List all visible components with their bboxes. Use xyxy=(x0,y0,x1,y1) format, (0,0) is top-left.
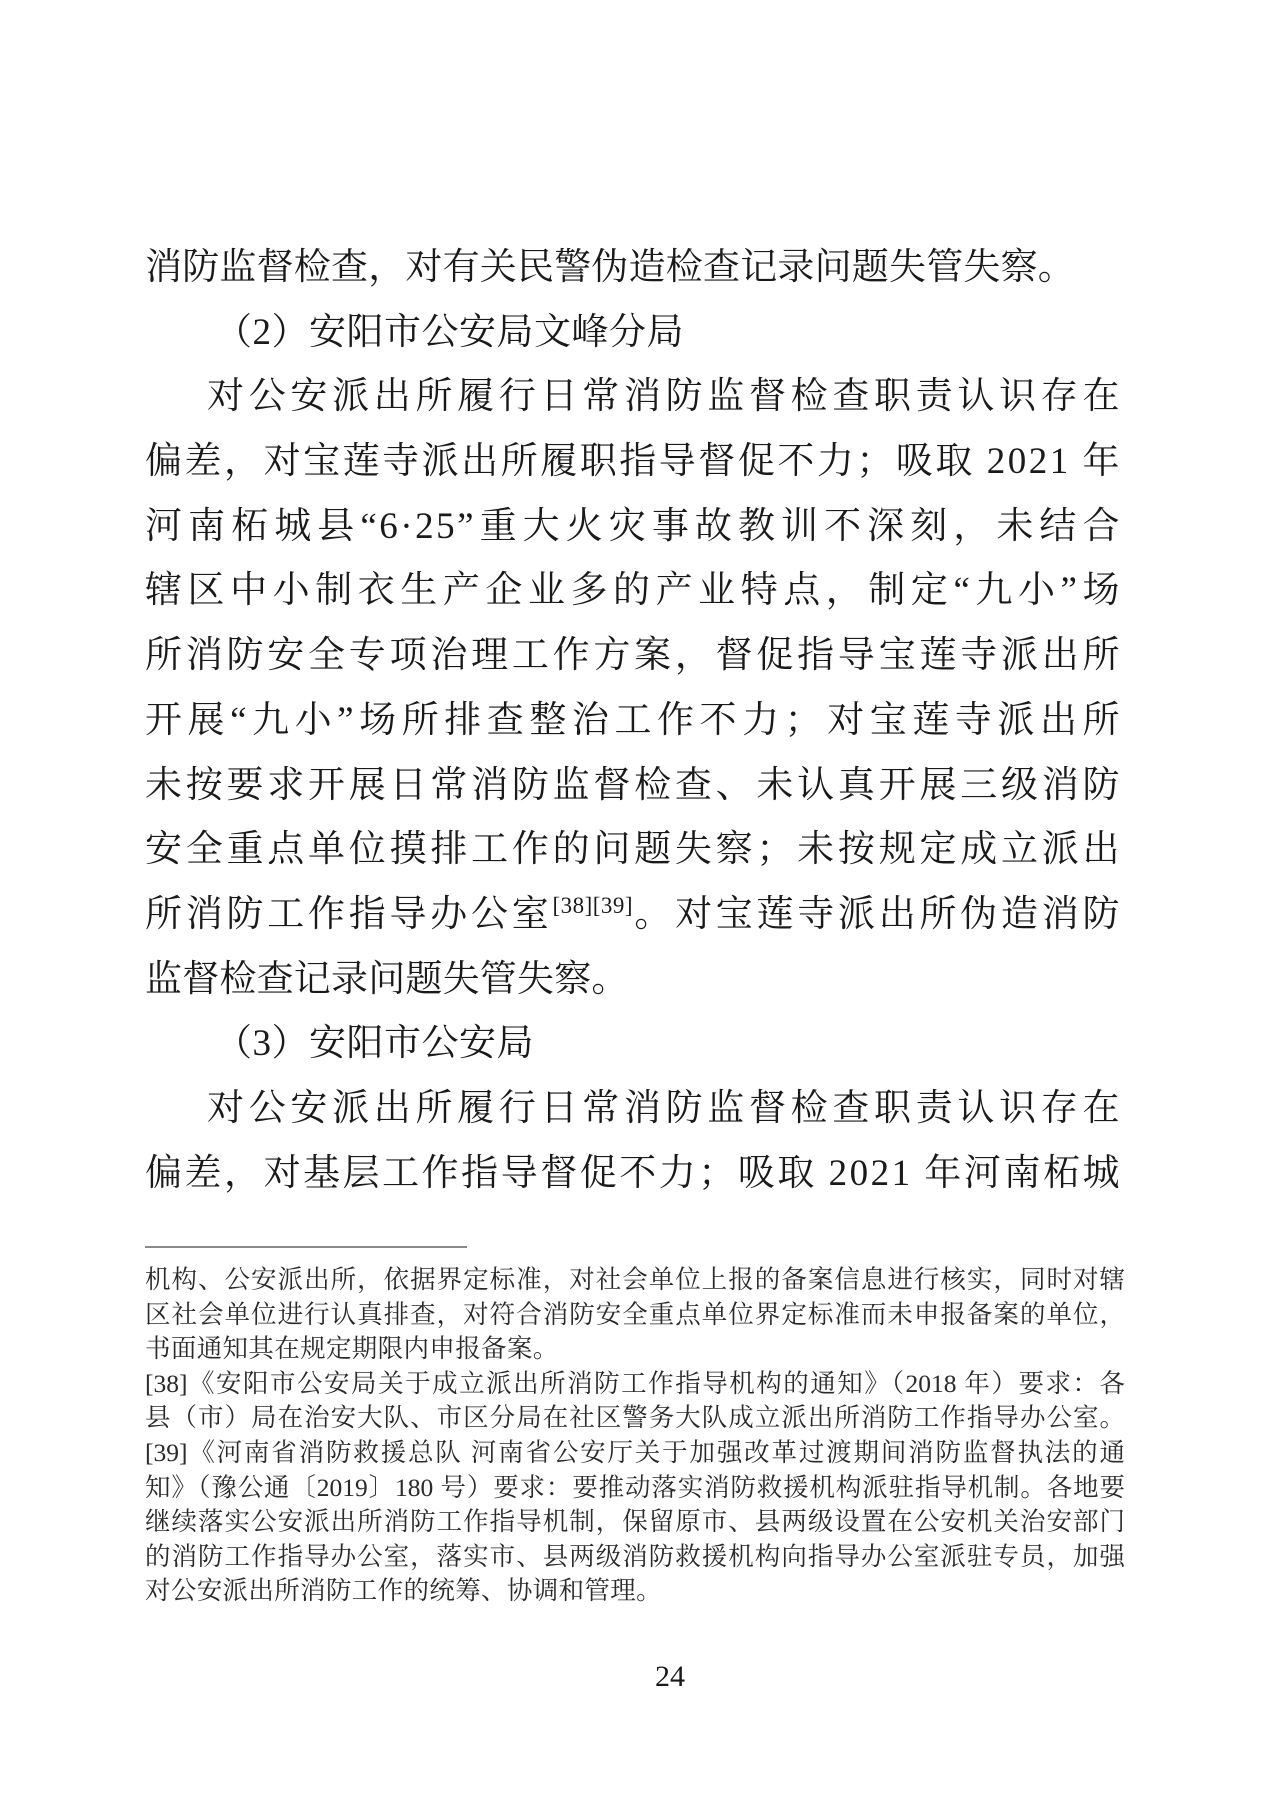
body-line: 对公安派出所履行日常消防监督检查职责认识存在 xyxy=(207,376,1122,418)
body-line xyxy=(145,883,1122,948)
body-line: 所消防安全专项治理工作方案，督促指导宝莲寺派出所 xyxy=(145,635,1122,677)
footnote-line: 机构、公安派出所，依据界定标准，对社会单位上报的备案信息进行核实，同时对辖 xyxy=(145,1265,1125,1294)
footnote-area xyxy=(145,1263,1125,1609)
footnote-line: 书面通知其在规定期限内申报备案。 xyxy=(145,1334,559,1364)
footnote-line: [39]《河南省消防救援总队 河南省公安厅关于加强改革过渡期间消防监督执法的通 xyxy=(145,1437,1125,1467)
body-line: 消防监督检查，对有关民警伪造检查记录问题失管失察。 xyxy=(145,247,1075,288)
body-line: 未按要求开展日常消防监督检查、未认真开展三级消防 xyxy=(145,764,1122,806)
section-heading: （2）安阳市公安局文峰分局 xyxy=(215,311,684,353)
body-line: 辖区中小制衣生产企业多的产业特点，制定“九小”场 xyxy=(145,570,1122,612)
footnote-line: 的消防工作指导办公室，落实市、县两级消防救援机构向指导办公室派驻专员，加强 xyxy=(145,1541,1125,1571)
body-line: 监督检查记录问题失管失察。 xyxy=(145,958,629,1000)
body-text-block xyxy=(145,236,1122,1206)
page-number: 24 xyxy=(655,1660,685,1693)
body-line: 偏差，对基层工作指导督促不力；吸取 2021 年河南柘城 xyxy=(145,1152,1122,1194)
footnote-separator xyxy=(145,1246,467,1248)
footnote-line: 对公安派出所消防工作的统筹、协调和管理。 xyxy=(145,1576,663,1606)
footnote-line: 县（市）局在治安大队、市区分局在社区警务大队成立派出所消防工作指导办公室。 xyxy=(145,1403,1125,1433)
page-number-area xyxy=(0,1660,1280,1694)
section-heading: （3）安阳市公安局 xyxy=(215,1023,534,1065)
footnote-line: [38]《安阳市公安局关于成立派出所消防工作指导机构的通知》（2018 年）要求：各 xyxy=(145,1368,1125,1398)
footnote-line: 区社会单位进行认真排查，对符合消防安全重点单位界定标准而未申报备案的单位， xyxy=(145,1299,1125,1329)
body-line-text: 。对宝莲寺派出所伪造消防 xyxy=(633,893,1123,935)
body-line: 安全重点单位摸排工作的问题失察；未按规定成立派出 xyxy=(145,829,1122,871)
body-line-text: 所消防工作指导办公室 xyxy=(145,893,553,935)
footnote-line: 继续落实公安派出所消防工作指导机制，保留原市、县两级设置在公安机关治安部门 xyxy=(145,1507,1125,1537)
body-line: 偏差，对宝莲寺派出所履职指导督促不力；吸取 2021 年 xyxy=(145,441,1122,483)
body-line: 河南柘城县“6·25”重大火灾事故教训不深刻，未结合 xyxy=(145,505,1122,547)
body-line: 开展“九小”场所排查整治工作不力；对宝莲寺派出所 xyxy=(145,699,1122,741)
body-line: 对公安派出所履行日常消防监督检查职责认识存在 xyxy=(207,1087,1122,1129)
footnote-line: 知》（豫公通〔2019〕180 号）要求：要推动落实消防救援机构派驻指导机制。各地要 xyxy=(145,1472,1125,1502)
footnote-reference: [38][39] xyxy=(552,892,634,918)
